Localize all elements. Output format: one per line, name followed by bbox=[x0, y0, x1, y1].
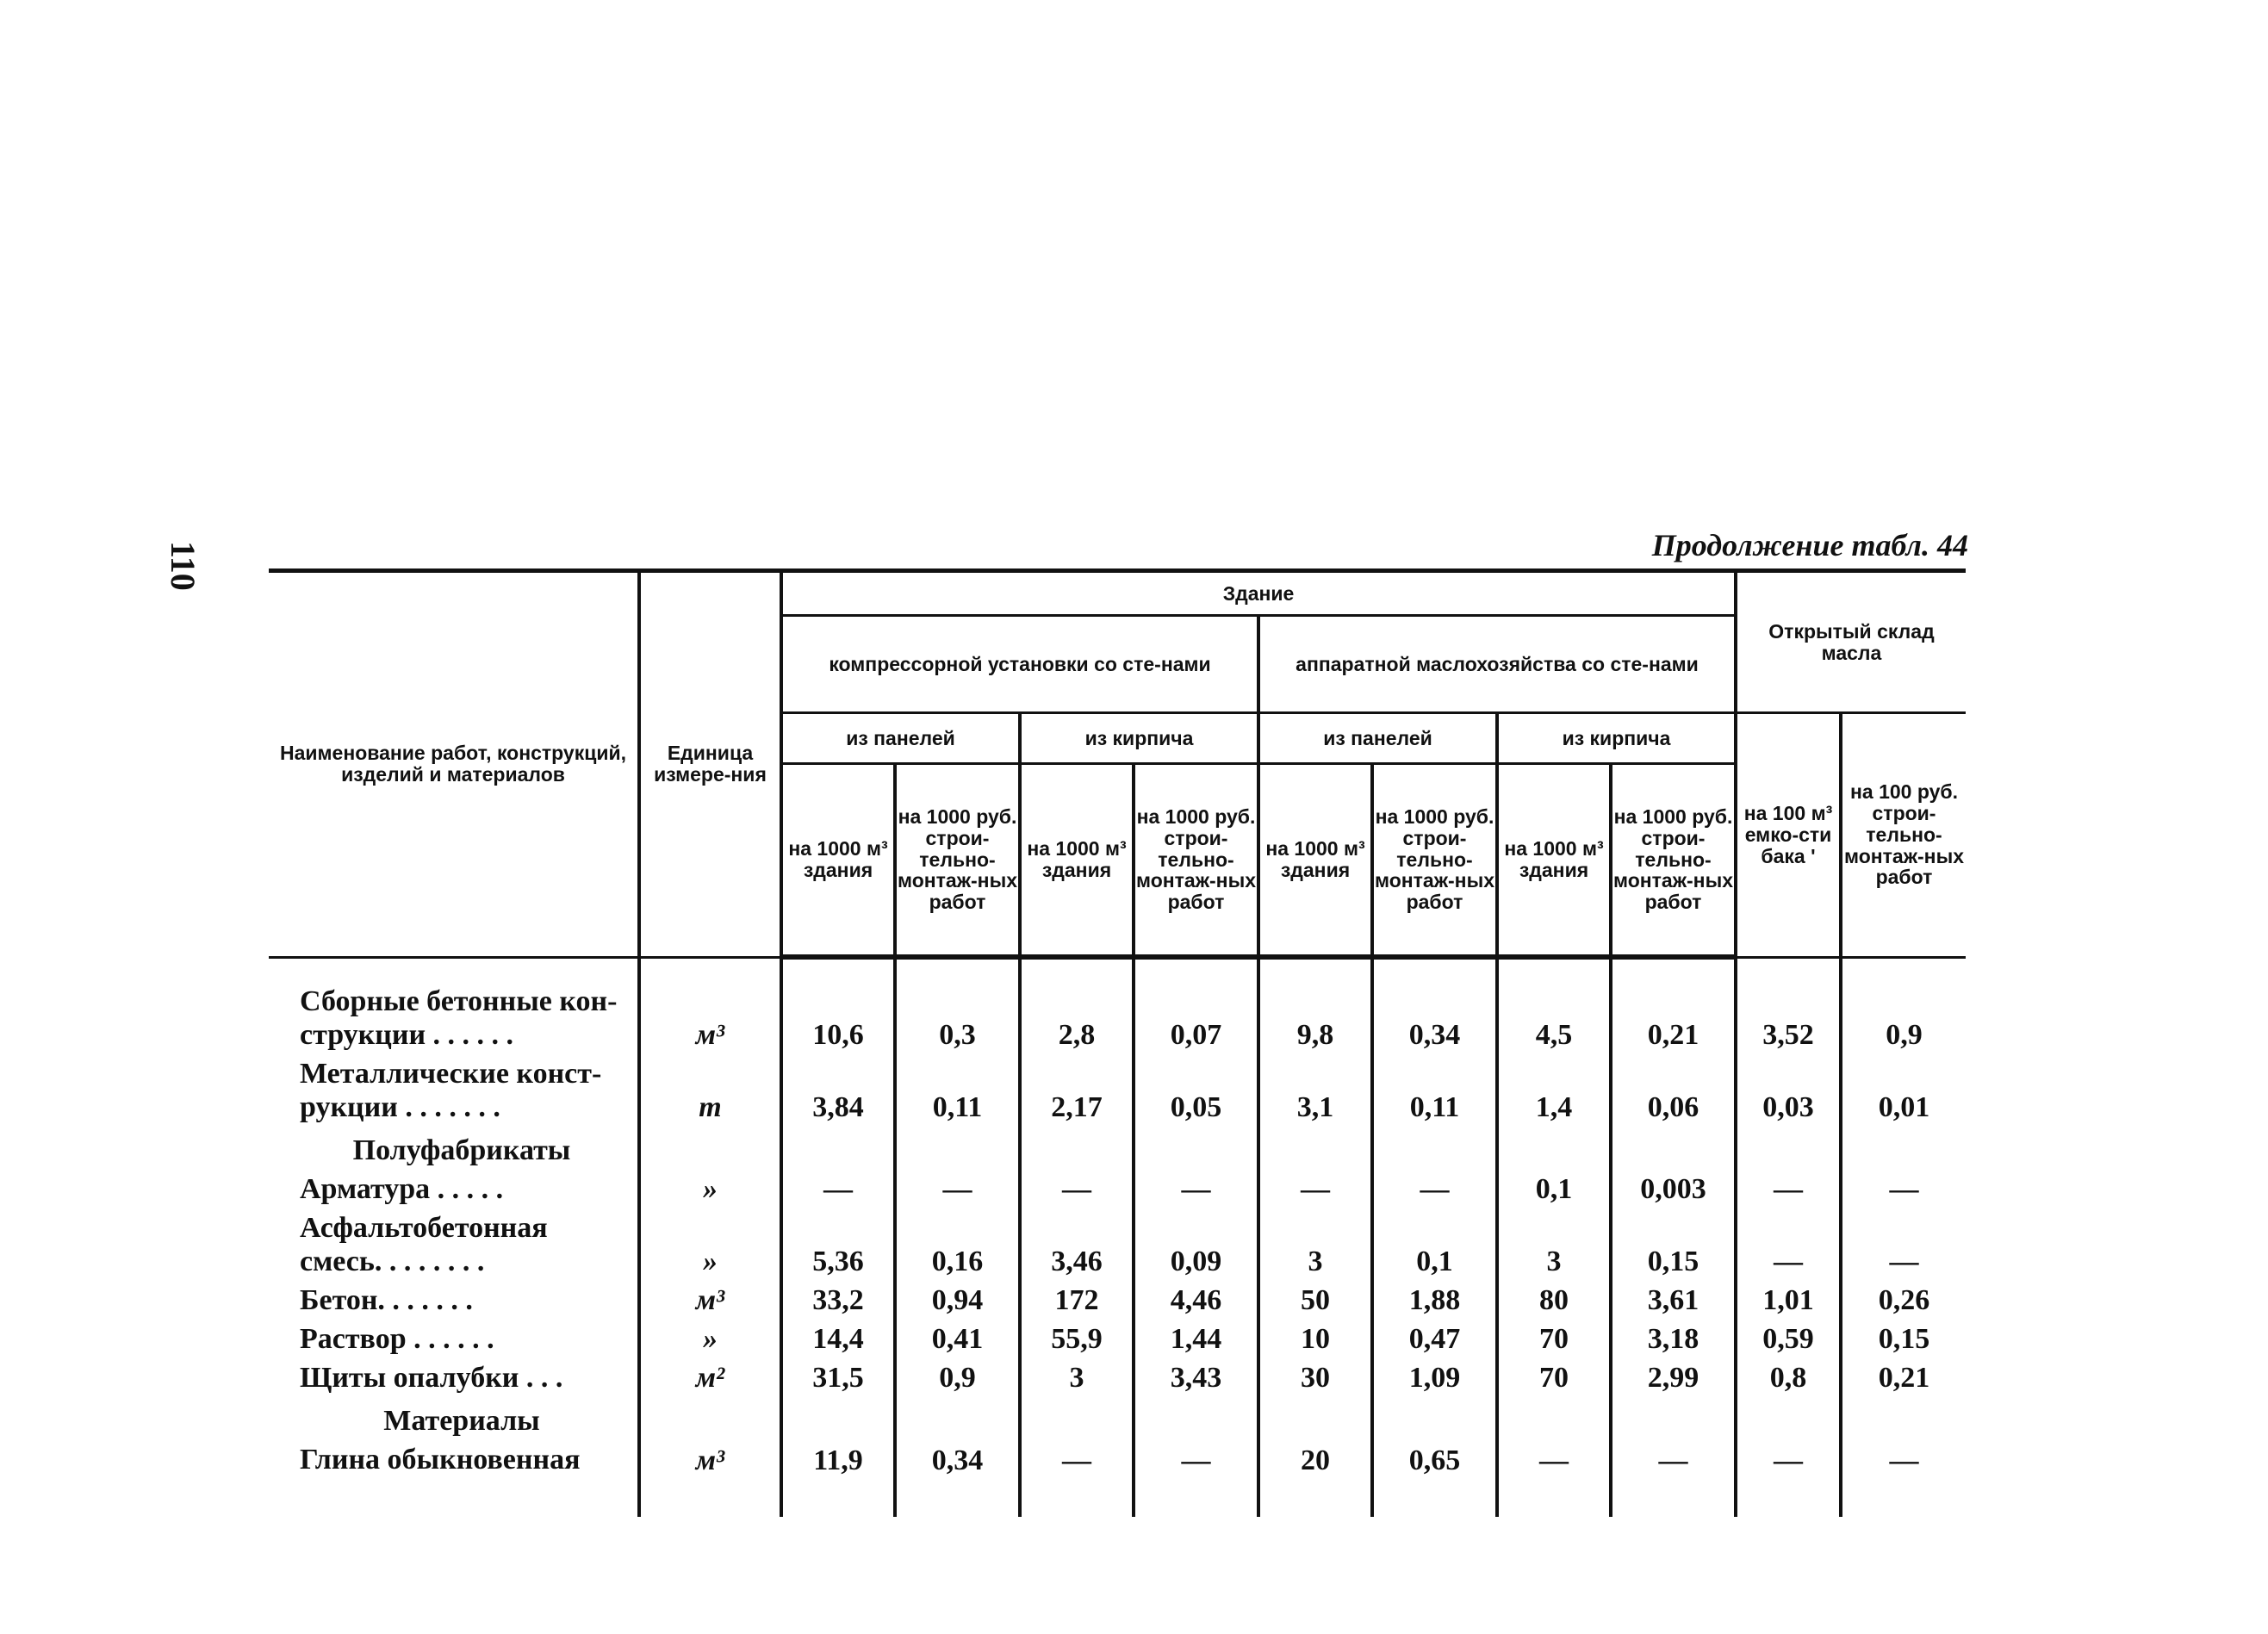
cell: 0,06 bbox=[1611, 1057, 1736, 1129]
cell: — bbox=[781, 1172, 895, 1211]
cell: 20 bbox=[1258, 1443, 1372, 1482]
cell: — bbox=[1841, 1211, 1966, 1283]
cell: 0,47 bbox=[1372, 1322, 1497, 1361]
row-name: Раствор . . . . . . bbox=[300, 1323, 494, 1356]
header-apparatus-bricks: из кирпича bbox=[1497, 713, 1736, 764]
row-unit: м³ bbox=[639, 1283, 781, 1322]
header-per-1000-rub: на 1000 руб. строи-тельно-монтаж-ных работ bbox=[1134, 764, 1258, 958]
header-compressor-panels: из панелей bbox=[781, 713, 1020, 764]
cell: 5,36 bbox=[781, 1211, 895, 1283]
cell: 0,1 bbox=[1372, 1211, 1497, 1283]
header-compressor-bricks: из кирпича bbox=[1020, 713, 1258, 764]
table-row bbox=[269, 1361, 1966, 1400]
table-row bbox=[269, 1172, 1966, 1211]
cell: — bbox=[1134, 1443, 1258, 1482]
row-name: Арматура . . . . . bbox=[300, 1172, 504, 1205]
cell: 3 bbox=[1258, 1211, 1372, 1283]
row-name: Металлические конст-рукции . . . . . . . bbox=[300, 1057, 602, 1123]
cell: 2,99 bbox=[1611, 1361, 1736, 1400]
cell: 70 bbox=[1497, 1361, 1611, 1400]
section-row bbox=[269, 1129, 1966, 1172]
cell: 0,16 bbox=[895, 1211, 1020, 1283]
cell: — bbox=[1611, 1443, 1736, 1482]
cell: — bbox=[1736, 1172, 1841, 1211]
cell: 0,003 bbox=[1611, 1172, 1736, 1211]
cell: 9,8 bbox=[1258, 957, 1372, 1057]
cell: 0,34 bbox=[895, 1443, 1020, 1482]
cell: 1,4 bbox=[1497, 1057, 1611, 1129]
cell: 4,5 bbox=[1497, 957, 1611, 1057]
cell: 0,65 bbox=[1372, 1443, 1497, 1482]
cell: 0,07 bbox=[1134, 957, 1258, 1057]
cell: 31,5 bbox=[781, 1361, 895, 1400]
row-name: Щиты опалубки . . . bbox=[300, 1362, 563, 1395]
cell: — bbox=[1841, 1172, 1966, 1211]
header-per-1000-m3: на 1000 м³ здания bbox=[1497, 764, 1611, 958]
cell: — bbox=[1736, 1443, 1841, 1482]
header-apparatus: аппаратной маслохозяйства со сте-нами bbox=[1258, 616, 1736, 713]
data-table bbox=[269, 568, 1966, 1517]
cell: 0,11 bbox=[1372, 1057, 1497, 1129]
header-building: Здание bbox=[781, 571, 1736, 616]
cell: 172 bbox=[1020, 1283, 1134, 1322]
cell: 2,17 bbox=[1020, 1057, 1134, 1129]
cell: 0,8 bbox=[1736, 1361, 1841, 1400]
cell: 0,59 bbox=[1736, 1322, 1841, 1361]
row-unit: м² bbox=[639, 1361, 781, 1400]
header-compressor: компрессорной установки со сте-нами bbox=[781, 616, 1258, 713]
cell: 0,01 bbox=[1841, 1057, 1966, 1129]
table-row bbox=[269, 957, 1966, 1057]
cell: — bbox=[1020, 1443, 1134, 1482]
cell: 3,46 bbox=[1020, 1211, 1134, 1283]
header-per-1000-m3: на 1000 м³ здания bbox=[781, 764, 895, 958]
cell: 3,84 bbox=[781, 1057, 895, 1129]
header-per-100-m3: на 100 м³ емко-сти бака ' bbox=[1736, 713, 1841, 958]
row-unit: » bbox=[639, 1172, 781, 1211]
cell: 10,6 bbox=[781, 957, 895, 1057]
cell: — bbox=[1372, 1172, 1497, 1211]
cell: 0,94 bbox=[895, 1283, 1020, 1322]
cell: — bbox=[1258, 1172, 1372, 1211]
cell: 0,15 bbox=[1841, 1322, 1966, 1361]
cell: 55,9 bbox=[1020, 1322, 1134, 1361]
cell: 0,3 bbox=[895, 957, 1020, 1057]
table-caption: Продолжение табл. 44 bbox=[1651, 528, 1968, 562]
cell: 50 bbox=[1258, 1283, 1372, 1322]
cell: 0,1 bbox=[1497, 1172, 1611, 1211]
cell: 10 bbox=[1258, 1322, 1372, 1361]
table-row bbox=[269, 1443, 1966, 1482]
row-name: Глина обыкновенная bbox=[300, 1444, 581, 1476]
cell: — bbox=[1020, 1172, 1134, 1211]
header-per-1000-m3: на 1000 м³ здания bbox=[1258, 764, 1372, 958]
header-unit-col: Единица измере-ния bbox=[639, 571, 781, 958]
cell: 4,46 bbox=[1134, 1283, 1258, 1322]
cell: 0,09 bbox=[1134, 1211, 1258, 1283]
cell: — bbox=[1736, 1211, 1841, 1283]
cell: 0,41 bbox=[895, 1322, 1020, 1361]
cell: 3 bbox=[1020, 1361, 1134, 1400]
header-per-1000-rub: на 1000 руб. строи-тельно-монтаж-ных работ bbox=[1372, 764, 1497, 958]
cell: 3,43 bbox=[1134, 1361, 1258, 1400]
cell: 1,01 bbox=[1736, 1283, 1841, 1322]
cell: 3,18 bbox=[1611, 1322, 1736, 1361]
cell: 1,09 bbox=[1372, 1361, 1497, 1400]
cell: 0,11 bbox=[895, 1057, 1020, 1129]
header-per-1000-rub: на 1000 руб. строи-тельно-монтаж-ных работ bbox=[1611, 764, 1736, 958]
cell: — bbox=[1497, 1443, 1611, 1482]
table-tail bbox=[269, 1482, 1966, 1517]
cell: 80 bbox=[1497, 1283, 1611, 1322]
row-unit: » bbox=[639, 1211, 781, 1283]
row-name: Сборные бетонные кон-струкции . . . . . . bbox=[300, 985, 618, 1051]
cell: 0,21 bbox=[1611, 957, 1736, 1057]
table-container bbox=[269, 568, 1966, 1517]
header-apparatus-panels: из панелей bbox=[1258, 713, 1497, 764]
cell: 0,21 bbox=[1841, 1361, 1966, 1400]
table-row bbox=[269, 1057, 1966, 1129]
cell: — bbox=[1841, 1443, 1966, 1482]
cell: 3,1 bbox=[1258, 1057, 1372, 1129]
table-row bbox=[269, 1283, 1966, 1322]
cell: 1,88 bbox=[1372, 1283, 1497, 1322]
cell: 70 bbox=[1497, 1322, 1611, 1361]
header-per-100-rub: на 100 руб. строи-тельно-монтаж-ных работ bbox=[1841, 713, 1966, 958]
cell: 0,9 bbox=[895, 1361, 1020, 1400]
row-name: Асфальтобетонная смесь. . . . . . . . bbox=[300, 1211, 548, 1278]
cell: 33,2 bbox=[781, 1283, 895, 1322]
cell: — bbox=[895, 1172, 1020, 1211]
cell: 14,4 bbox=[781, 1322, 895, 1361]
header-per-1000-m3: на 1000 м³ здания bbox=[1020, 764, 1134, 958]
cell: 2,8 bbox=[1020, 957, 1134, 1057]
table-row bbox=[269, 1322, 1966, 1361]
row-name: Бетон. . . . . . . bbox=[300, 1284, 473, 1317]
cell: 0,34 bbox=[1372, 957, 1497, 1057]
cell: 0,03 bbox=[1736, 1057, 1841, 1129]
cell: 3 bbox=[1497, 1211, 1611, 1283]
section-row bbox=[269, 1400, 1966, 1443]
cell: 3,61 bbox=[1611, 1283, 1736, 1322]
section-title-semi: Полуфабрикаты bbox=[352, 1134, 571, 1166]
header-open-store: Открытый склад масла bbox=[1736, 571, 1966, 713]
cell: 1,44 bbox=[1134, 1322, 1258, 1361]
header-name-col: Наименование работ, конструкций, изделий и материалов bbox=[269, 571, 639, 958]
cell: 0,9 bbox=[1841, 957, 1966, 1057]
row-unit: м³ bbox=[639, 1443, 781, 1482]
cell: 0,05 bbox=[1134, 1057, 1258, 1129]
cell: 30 bbox=[1258, 1361, 1372, 1400]
cell: 0,15 bbox=[1611, 1211, 1736, 1283]
row-unit: т bbox=[639, 1057, 781, 1129]
header-per-1000-rub: на 1000 руб. строи-тельно-монтаж-ных работ bbox=[895, 764, 1020, 958]
cell: — bbox=[1134, 1172, 1258, 1211]
cell: 11,9 bbox=[781, 1443, 895, 1482]
table-row bbox=[269, 1211, 1966, 1283]
row-unit: м³ bbox=[639, 957, 781, 1057]
section-title-materials: Материалы bbox=[383, 1405, 540, 1438]
row-unit: » bbox=[639, 1322, 781, 1361]
cell: 0,26 bbox=[1841, 1283, 1966, 1322]
cell: 3,52 bbox=[1736, 957, 1841, 1057]
page-number: 110 bbox=[164, 541, 202, 591]
